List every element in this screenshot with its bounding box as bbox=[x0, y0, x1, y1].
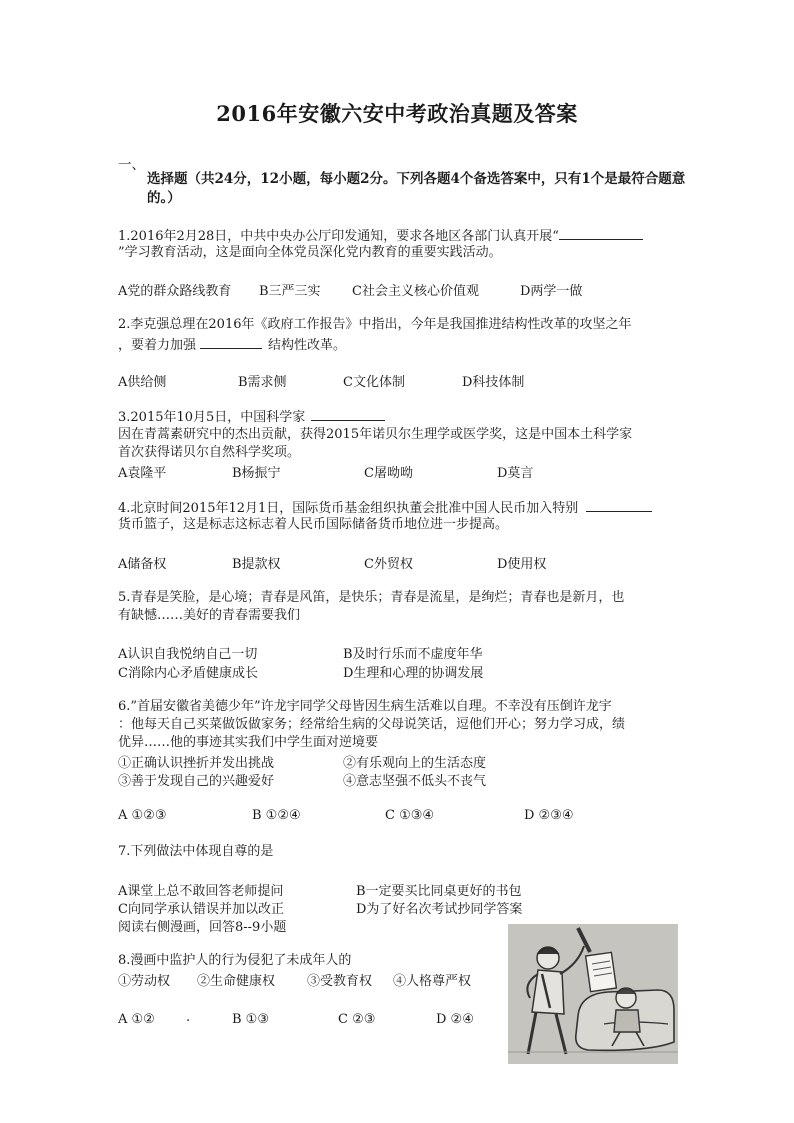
q6-item-3: ③善于发现自己的兴趣爱好 bbox=[118, 774, 275, 789]
cartoon-drawing bbox=[508, 924, 678, 1064]
q6-item-2: ②有乐观向上的生活态度 bbox=[343, 756, 487, 771]
section-heading: 选择题（共24分，12小题，每小题2分。下列各题4个备选答案中，只有1个是最符合题意的。） bbox=[147, 171, 686, 206]
q6-option-d: D ②③④ bbox=[524, 808, 574, 823]
q1-option-c: C社会主义核心价值观 bbox=[352, 284, 479, 299]
q4-blank bbox=[586, 498, 652, 512]
q8-option-d: D ②④ bbox=[436, 1012, 474, 1027]
page-title: 2016年安徽六安中考政治真题及答案 bbox=[216, 101, 578, 126]
q8-item-1: ①劳动权 bbox=[118, 974, 171, 989]
q5-line1: 5.青春是笑脸，是心境；青春是风笛，是快乐；青春是流星，是绚烂；青春也是新月，也 bbox=[118, 590, 625, 605]
q6-option-b: B ①②④ bbox=[252, 808, 301, 823]
q8-stray-dot: . bbox=[186, 1010, 191, 1025]
cartoon-illustration bbox=[508, 924, 678, 1064]
q1-blank bbox=[559, 226, 643, 240]
q6-option-c: C ①③④ bbox=[385, 808, 435, 823]
q5-option-a: A认识自我悦纳自己一切 bbox=[118, 647, 258, 662]
q3-option-c: C屠呦呦 bbox=[364, 466, 413, 481]
q5-option-c: C消除内心矛盾健康成长 bbox=[118, 666, 258, 681]
q6-option-a: A ①②③ bbox=[118, 808, 167, 823]
q8-item-4: ④人格尊严权 bbox=[393, 974, 472, 989]
q2-option-c: C文化体制 bbox=[343, 375, 405, 390]
q7-option-d: D为了好名次考试抄同学答案 bbox=[356, 902, 523, 917]
q4-option-d: D使用权 bbox=[497, 557, 547, 572]
q2-option-b: B需求侧 bbox=[238, 375, 287, 390]
q2-option-a: A供给侧 bbox=[118, 375, 167, 390]
q8-item-3: ③受教育权 bbox=[307, 974, 373, 989]
q3-line2: 因在青蒿素研究中的杰出贡献，获得2015年诺贝尔生理学或医学奖，这是中国本土科学家 bbox=[118, 427, 633, 442]
q1-line1: 1.2016年2月28日，中共中央办公厅印发通知，要求各地区各部门认真开展“ bbox=[118, 226, 643, 246]
q7-option-a: A课堂上总不敢回答老师提问 bbox=[118, 884, 284, 899]
q7-option-c: C向同学承认错误并加以改正 bbox=[118, 902, 284, 917]
q1-option-d: D两学一做 bbox=[520, 284, 583, 299]
q5-line2: 有缺憾……美好的青春需要我们 bbox=[118, 608, 301, 623]
q1-line2: ”学习教育活动，这是面向全体党员深化党内教育的重要实践活动。 bbox=[118, 245, 502, 260]
q3-option-d: D莫言 bbox=[497, 466, 534, 481]
q7-note: 阅读右侧漫画，回答8--9小题 bbox=[118, 920, 287, 935]
q6-line2: ：他每天自己买菜做饭做家务；经常给生病的父母说笑话，逗他们开心；努力学习成，绩 bbox=[118, 717, 626, 732]
q2-line2: ，要着力加强 结构性改革。 bbox=[118, 335, 346, 355]
q6-item-1: ①正确认识挫折并发出挑战 bbox=[118, 756, 275, 771]
q4-option-b: B提款权 bbox=[232, 557, 281, 572]
q1-option-b: B三严三实 bbox=[259, 284, 321, 299]
q3-line3: 首次获得诺贝尔自然科学奖项。 bbox=[118, 445, 301, 460]
q1-option-a: A党的群众路线教育 bbox=[118, 284, 232, 299]
q3-blank bbox=[311, 407, 385, 421]
section-number: 一、 bbox=[118, 157, 145, 173]
q4-line1: 4.北京时间2015年12月1日，国际货币基金组织执董会批准中国人民币加入特别 bbox=[118, 498, 652, 518]
q4-option-a: A储备权 bbox=[118, 557, 167, 572]
q7-line1: 7.下列做法中体现自尊的是 bbox=[118, 844, 274, 859]
q5-option-b: B及时行乐而不虚度年华 bbox=[343, 647, 483, 662]
q6-line1: 6.”首届安徽省美德少年”许龙宇同学父母皆因生病生活难以自理。不幸没有压倒许龙宇 bbox=[118, 699, 612, 714]
q8-item-2: ②生命健康权 bbox=[197, 974, 276, 989]
q7-option-b: B一定要买比同桌更好的书包 bbox=[356, 884, 522, 899]
q3-option-a: A袁隆平 bbox=[118, 466, 167, 481]
q8-line1: 8.漫画中监护人的行为侵犯了未成年人的 bbox=[118, 953, 352, 968]
q8-option-c: C ②③ bbox=[338, 1012, 376, 1027]
q4-line2: 货币篮子，这是标志这标志着人民币国际储备货币地位进一步提高。 bbox=[118, 517, 509, 532]
q2-blank bbox=[200, 335, 262, 349]
q5-option-d: D生理和心理的协调发展 bbox=[343, 666, 484, 681]
q2-line1: 2.李克强总理在2016年《政府工作报告》中指出，今年是我国推进结构性改革的攻坚之年 bbox=[118, 317, 632, 332]
q8-option-a: A ①② bbox=[118, 1012, 155, 1027]
q4-option-c: C外贸权 bbox=[364, 557, 413, 572]
q3-option-b: B杨振宁 bbox=[232, 466, 281, 481]
q8-option-b: B ①③ bbox=[232, 1012, 269, 1027]
q6-line3: 优异……他的事迹其实我们中学生面对逆境要 bbox=[118, 735, 379, 750]
q6-item-4: ④意志坚强不低头不丧气 bbox=[343, 774, 487, 789]
q3-line1: 3.2015年10月5日，中国科学家 bbox=[118, 407, 385, 427]
q2-option-d: D科技体制 bbox=[462, 375, 525, 390]
